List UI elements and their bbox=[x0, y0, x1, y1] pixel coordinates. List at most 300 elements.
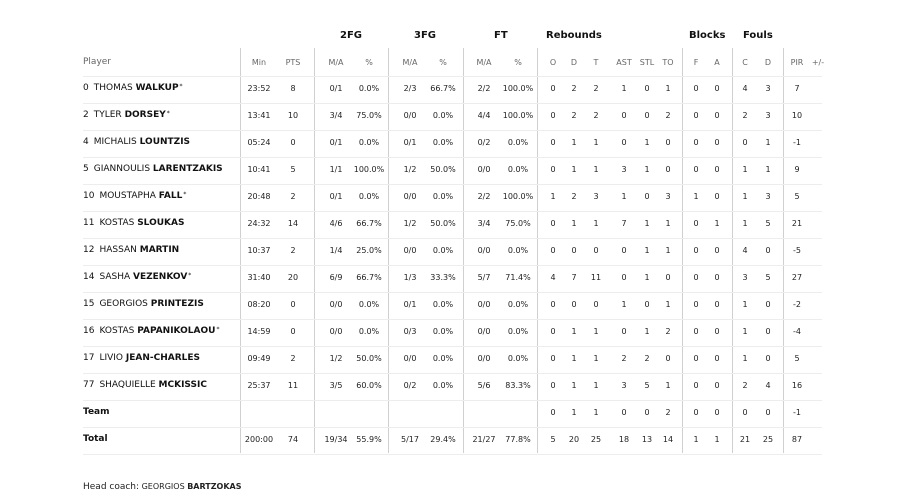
column-header-t: T bbox=[593, 58, 599, 67]
stat-fg2p: 50.0% bbox=[356, 354, 382, 363]
stat-stl: 1 bbox=[644, 138, 650, 147]
stat-fg2: 4/6 bbox=[329, 219, 343, 228]
player-first-name: SHAQUIELLE bbox=[99, 380, 156, 390]
stat-d: 2 bbox=[571, 84, 577, 93]
stat-fc: 4 bbox=[742, 84, 748, 93]
row-separator bbox=[83, 454, 822, 455]
stat-ast: 2 bbox=[621, 354, 627, 363]
stat-t: 1 bbox=[593, 327, 599, 336]
stat-ftp: 100.0% bbox=[502, 192, 534, 201]
player-number: 0 bbox=[83, 83, 89, 93]
stat-fd: 3 bbox=[765, 84, 771, 93]
stat-t: 0 bbox=[593, 246, 599, 255]
column-header-fc: C bbox=[742, 58, 748, 67]
starter-mark: * bbox=[179, 83, 183, 90]
player-first-name: THOMAS bbox=[93, 83, 133, 93]
stat-o: 0 bbox=[550, 84, 556, 93]
stat-pts: 11 bbox=[287, 381, 299, 390]
stat-ftp: 75.0% bbox=[505, 219, 531, 228]
stat-pir: -5 bbox=[793, 246, 801, 255]
player-name bbox=[83, 245, 179, 255]
row-separator bbox=[83, 292, 822, 293]
stat-ast: 7 bbox=[621, 219, 627, 228]
row-separator bbox=[83, 130, 822, 131]
column-header-min: Min bbox=[251, 58, 267, 67]
stat-bf: 0 bbox=[693, 165, 699, 174]
stat-fg3: 0/0 bbox=[403, 192, 417, 201]
stat-d: 1 bbox=[571, 381, 577, 390]
stat-d: 1 bbox=[571, 408, 577, 417]
stat-fg2p: 0.0% bbox=[358, 192, 380, 201]
player-first-name: MICHALIS bbox=[93, 137, 137, 147]
stat-t: 1 bbox=[593, 138, 599, 147]
stat-ast: 1 bbox=[621, 84, 627, 93]
stat-stl: 1 bbox=[644, 165, 650, 174]
player-first-name: GIANNOULIS bbox=[93, 164, 151, 174]
stat-ftp: 0.0% bbox=[507, 354, 529, 363]
stat-stl: 13 bbox=[641, 435, 653, 444]
stat-t: 11 bbox=[590, 273, 602, 282]
stat-fg2: 19/34 bbox=[324, 435, 348, 444]
stat-ftp: 0.0% bbox=[507, 246, 529, 255]
stat-stl: 5 bbox=[644, 381, 650, 390]
player-name bbox=[83, 299, 204, 309]
stat-to: 1 bbox=[665, 246, 671, 255]
stat-fg2p: 60.0% bbox=[356, 381, 382, 390]
stat-min: 31:40 bbox=[247, 273, 271, 282]
stat-fd: 0 bbox=[765, 246, 771, 255]
stat-stl: 1 bbox=[644, 327, 650, 336]
stat-ft: 3/4 bbox=[477, 219, 491, 228]
stat-ba: 0 bbox=[714, 165, 720, 174]
column-header-fg2p: % bbox=[365, 58, 373, 67]
player-last-name: LOUNTZIS bbox=[139, 137, 191, 147]
stat-ba: 0 bbox=[714, 354, 720, 363]
stat-t: 0 bbox=[593, 300, 599, 309]
stat-fd: 5 bbox=[765, 273, 771, 282]
stat-to: 2 bbox=[665, 408, 671, 417]
stat-stl: 0 bbox=[644, 84, 650, 93]
column-header-stl: STL bbox=[639, 58, 655, 67]
stat-pir: 7 bbox=[794, 84, 800, 93]
group-header-2fg: 2FG bbox=[340, 30, 362, 41]
stat-fd: 1 bbox=[765, 138, 771, 147]
stat-o: 0 bbox=[550, 381, 556, 390]
stat-to: 1 bbox=[665, 219, 671, 228]
row-separator bbox=[83, 184, 822, 185]
stat-fg2p: 100.0% bbox=[353, 165, 385, 174]
player-last-name: LARENTZAKIS bbox=[152, 164, 223, 174]
stat-ft: 5/6 bbox=[477, 381, 491, 390]
stat-fg2: 0/1 bbox=[329, 138, 343, 147]
stat-fc: 1 bbox=[742, 300, 748, 309]
stat-fg3p: 0.0% bbox=[432, 327, 454, 336]
stat-ba: 0 bbox=[714, 300, 720, 309]
player-last-name: MCKISSIC bbox=[158, 380, 207, 390]
stat-ft: 0/0 bbox=[477, 246, 491, 255]
player-name bbox=[83, 326, 219, 336]
stat-o: 0 bbox=[550, 111, 556, 120]
stat-fg3: 0/1 bbox=[403, 300, 417, 309]
stat-fc: 2 bbox=[742, 381, 748, 390]
stat-ba: 0 bbox=[714, 327, 720, 336]
stat-min: 10:41 bbox=[247, 165, 271, 174]
stat-pts: 0 bbox=[290, 300, 296, 309]
stat-fc: 1 bbox=[742, 219, 748, 228]
stat-fg2p: 66.7% bbox=[356, 219, 382, 228]
stat-ast: 0 bbox=[621, 138, 627, 147]
stat-ft: 0/2 bbox=[477, 138, 491, 147]
stat-ftp: 71.4% bbox=[505, 273, 531, 282]
head-coach bbox=[83, 482, 242, 492]
stat-fd: 0 bbox=[765, 354, 771, 363]
stat-fg3p: 0.0% bbox=[432, 192, 454, 201]
stat-pts: 10 bbox=[287, 111, 299, 120]
stat-stl: 0 bbox=[644, 192, 650, 201]
player-name bbox=[83, 218, 184, 228]
stat-to: 1 bbox=[665, 84, 671, 93]
stat-to: 0 bbox=[665, 165, 671, 174]
player-first-name: GEORGIOS bbox=[99, 299, 148, 309]
player-last-name: DORSEY bbox=[124, 110, 166, 120]
stat-fc: 1 bbox=[742, 354, 748, 363]
stat-ast: 0 bbox=[621, 111, 627, 120]
player-number: 10 bbox=[83, 191, 95, 201]
column-divider bbox=[314, 48, 315, 453]
player-number: 11 bbox=[83, 218, 95, 228]
stat-fc: 1 bbox=[742, 192, 748, 201]
group-header-ft: FT bbox=[494, 30, 508, 41]
stat-to: 2 bbox=[665, 111, 671, 120]
stat-ast: 0 bbox=[621, 408, 627, 417]
stat-fg3p: 0.0% bbox=[432, 111, 454, 120]
stat-ba: 0 bbox=[714, 111, 720, 120]
stat-fd: 0 bbox=[765, 327, 771, 336]
column-header-pir: PIR bbox=[790, 58, 804, 67]
stat-ast: 1 bbox=[621, 192, 627, 201]
starter-mark: * bbox=[183, 191, 187, 198]
row-separator bbox=[83, 238, 822, 239]
player-name bbox=[83, 191, 186, 201]
stat-ftp: 77.8% bbox=[505, 435, 531, 444]
stat-bf: 0 bbox=[693, 300, 699, 309]
stat-ast: 3 bbox=[621, 381, 627, 390]
stat-fg3: 0/2 bbox=[403, 381, 417, 390]
stat-fg2: 3/5 bbox=[329, 381, 343, 390]
stat-fc: 1 bbox=[742, 327, 748, 336]
stat-d: 20 bbox=[568, 435, 580, 444]
total-row-label: Total bbox=[83, 434, 108, 444]
stat-fg2: 6/9 bbox=[329, 273, 343, 282]
stat-ftp: 0.0% bbox=[507, 300, 529, 309]
stat-pts: 2 bbox=[290, 354, 296, 363]
stat-min: 200:00 bbox=[244, 435, 274, 444]
stat-bf: 0 bbox=[693, 381, 699, 390]
column-header-bf: F bbox=[693, 58, 699, 67]
stat-pts: 5 bbox=[290, 165, 296, 174]
stat-ba: 0 bbox=[714, 273, 720, 282]
stat-min: 23:52 bbox=[247, 84, 271, 93]
stat-fd: 3 bbox=[765, 111, 771, 120]
stat-t: 3 bbox=[593, 192, 599, 201]
player-name bbox=[83, 83, 183, 93]
stat-to: 3 bbox=[665, 192, 671, 201]
stat-fg3p: 33.3% bbox=[430, 273, 456, 282]
stat-ast: 0 bbox=[621, 273, 627, 282]
stat-bf: 1 bbox=[693, 435, 699, 444]
stat-bf: 0 bbox=[693, 246, 699, 255]
group-header-reb: Rebounds bbox=[546, 30, 602, 41]
column-header-fg3: M/A bbox=[402, 58, 418, 67]
stat-ft: 0/0 bbox=[477, 354, 491, 363]
stat-fg3p: 0.0% bbox=[432, 138, 454, 147]
stat-t: 2 bbox=[593, 84, 599, 93]
player-last-name: JEAN-CHARLES bbox=[125, 353, 201, 363]
stat-min: 10:37 bbox=[247, 246, 271, 255]
starter-mark: * bbox=[166, 110, 170, 117]
stat-fg3: 0/0 bbox=[403, 354, 417, 363]
stat-fg2: 0/1 bbox=[329, 192, 343, 201]
column-header-pm: +/- bbox=[811, 58, 825, 67]
head-coach-first-name: GEORGIOS bbox=[141, 482, 185, 491]
column-header-fd: D bbox=[764, 58, 772, 67]
player-last-name: FALL bbox=[158, 191, 183, 201]
stat-pir: 21 bbox=[791, 219, 803, 228]
stat-pts: 2 bbox=[290, 246, 296, 255]
row-separator bbox=[83, 265, 822, 266]
stat-to: 1 bbox=[665, 300, 671, 309]
stat-fd: 5 bbox=[765, 219, 771, 228]
stat-fd: 0 bbox=[765, 300, 771, 309]
row-separator bbox=[83, 103, 822, 104]
stat-bf: 0 bbox=[693, 138, 699, 147]
stat-o: 0 bbox=[550, 219, 556, 228]
player-first-name: TYLER bbox=[93, 110, 122, 120]
stat-ast: 3 bbox=[621, 165, 627, 174]
stat-o: 0 bbox=[550, 354, 556, 363]
stat-fg3p: 50.0% bbox=[430, 219, 456, 228]
stat-fg2p: 25.0% bbox=[356, 246, 382, 255]
player-number: 77 bbox=[83, 380, 95, 390]
column-header-o: O bbox=[549, 58, 557, 67]
stat-stl: 2 bbox=[644, 354, 650, 363]
stat-t: 2 bbox=[593, 111, 599, 120]
stat-ba: 1 bbox=[714, 435, 720, 444]
stat-to: 2 bbox=[665, 327, 671, 336]
player-first-name: SASHA bbox=[99, 272, 131, 282]
player-number: 14 bbox=[83, 272, 95, 282]
stat-fg3p: 29.4% bbox=[430, 435, 456, 444]
starter-mark: * bbox=[188, 272, 192, 279]
stat-bf: 0 bbox=[693, 84, 699, 93]
stat-fg3: 0/3 bbox=[403, 327, 417, 336]
stat-stl: 1 bbox=[644, 246, 650, 255]
stat-fg2p: 66.7% bbox=[356, 273, 382, 282]
stat-min: 24:32 bbox=[247, 219, 271, 228]
stat-ft: 0/0 bbox=[477, 300, 491, 309]
group-header-fouls: Fouls bbox=[743, 30, 773, 41]
stat-pir: 87 bbox=[791, 435, 803, 444]
column-header-d: D bbox=[570, 58, 578, 67]
stat-fg2p: 0.0% bbox=[358, 300, 380, 309]
stat-fg3p: 0.0% bbox=[432, 300, 454, 309]
stat-pir: 10 bbox=[791, 111, 803, 120]
stat-ba: 1 bbox=[714, 219, 720, 228]
stat-ba: 0 bbox=[714, 138, 720, 147]
stat-o: 5 bbox=[550, 435, 556, 444]
stat-fg3p: 0.0% bbox=[432, 354, 454, 363]
player-first-name: MOUSTAPHA bbox=[99, 191, 156, 201]
stat-fg2p: 55.9% bbox=[356, 435, 382, 444]
stat-stl: 0 bbox=[644, 111, 650, 120]
column-header-ba: A bbox=[714, 58, 720, 67]
stat-t: 25 bbox=[590, 435, 602, 444]
stat-fd: 1 bbox=[765, 165, 771, 174]
stat-fg2: 1/4 bbox=[329, 246, 343, 255]
column-header-ast: AST bbox=[616, 58, 632, 67]
stat-stl: 1 bbox=[644, 273, 650, 282]
player-name bbox=[83, 272, 191, 282]
stat-pir: -4 bbox=[793, 327, 801, 336]
column-header-player: Player bbox=[83, 57, 112, 67]
stat-o: 4 bbox=[550, 273, 556, 282]
stat-fd: 4 bbox=[765, 381, 771, 390]
row-separator bbox=[83, 400, 822, 401]
stat-fd: 25 bbox=[762, 435, 774, 444]
stat-ft: 0/0 bbox=[477, 327, 491, 336]
stat-ba: 0 bbox=[714, 192, 720, 201]
stat-fd: 0 bbox=[765, 408, 771, 417]
stat-t: 1 bbox=[593, 219, 599, 228]
column-divider bbox=[463, 48, 464, 453]
stat-fg3: 2/3 bbox=[403, 84, 417, 93]
stat-d: 1 bbox=[571, 165, 577, 174]
stat-d: 0 bbox=[571, 300, 577, 309]
stat-ftp: 100.0% bbox=[502, 84, 534, 93]
stat-fg3: 5/17 bbox=[401, 435, 419, 444]
stat-o: 1 bbox=[550, 192, 556, 201]
stat-to: 1 bbox=[665, 381, 671, 390]
stat-pts: 8 bbox=[290, 84, 296, 93]
stat-bf: 0 bbox=[693, 408, 699, 417]
stat-min: 25:37 bbox=[247, 381, 271, 390]
player-first-name: KOSTAS bbox=[99, 326, 135, 336]
stat-bf: 0 bbox=[693, 327, 699, 336]
stat-ftp: 100.0% bbox=[502, 111, 534, 120]
row-separator bbox=[83, 211, 822, 212]
stat-d: 7 bbox=[571, 273, 577, 282]
player-number: 5 bbox=[83, 164, 89, 174]
player-number: 2 bbox=[83, 110, 89, 120]
stat-fg2: 3/4 bbox=[329, 111, 343, 120]
group-header-3fg: 3FG bbox=[414, 30, 436, 41]
team-row-label: Team bbox=[83, 407, 110, 417]
player-name bbox=[83, 110, 170, 120]
stat-pir: 5 bbox=[794, 354, 800, 363]
stat-pir: -1 bbox=[793, 408, 801, 417]
stat-bf: 1 bbox=[693, 192, 699, 201]
stat-ftp: 0.0% bbox=[507, 165, 529, 174]
stat-fc: 0 bbox=[742, 138, 748, 147]
column-header-ft: M/A bbox=[476, 58, 492, 67]
row-separator bbox=[83, 373, 822, 374]
stat-bf: 0 bbox=[693, 354, 699, 363]
stat-pir: 16 bbox=[791, 381, 803, 390]
stat-fg2: 1/1 bbox=[329, 165, 343, 174]
stat-o: 0 bbox=[550, 246, 556, 255]
stat-fc: 0 bbox=[742, 408, 748, 417]
stat-fg2: 0/0 bbox=[329, 327, 343, 336]
stat-pir: 9 bbox=[794, 165, 800, 174]
stat-d: 1 bbox=[571, 354, 577, 363]
stat-fg2: 1/2 bbox=[329, 354, 343, 363]
player-name bbox=[83, 137, 190, 147]
stat-min: 09:49 bbox=[247, 354, 271, 363]
stat-fc: 4 bbox=[742, 246, 748, 255]
group-header-blk: Blocks bbox=[689, 30, 726, 41]
column-header-fg2: M/A bbox=[328, 58, 344, 67]
stat-to: 14 bbox=[662, 435, 674, 444]
stat-fg3p: 50.0% bbox=[430, 165, 456, 174]
row-separator bbox=[83, 157, 822, 158]
stat-ftp: 0.0% bbox=[507, 327, 529, 336]
stat-fg3: 1/3 bbox=[403, 273, 417, 282]
column-divider bbox=[388, 48, 389, 453]
stat-ft: 0/0 bbox=[477, 165, 491, 174]
player-first-name: KOSTAS bbox=[99, 218, 135, 228]
stat-stl: 1 bbox=[644, 219, 650, 228]
stat-fg2p: 0.0% bbox=[358, 138, 380, 147]
stat-pir: 27 bbox=[791, 273, 803, 282]
row-separator bbox=[83, 427, 822, 428]
row-separator bbox=[83, 319, 822, 320]
stat-min: 14:59 bbox=[247, 327, 271, 336]
stat-ast: 0 bbox=[621, 246, 627, 255]
stat-fg3: 0/1 bbox=[403, 138, 417, 147]
stat-pir: -1 bbox=[793, 138, 801, 147]
stat-fg2p: 0.0% bbox=[358, 327, 380, 336]
row-separator bbox=[83, 346, 822, 347]
stat-stl: 0 bbox=[644, 408, 650, 417]
stat-pts: 0 bbox=[290, 327, 296, 336]
stat-fg2p: 75.0% bbox=[356, 111, 382, 120]
player-number: 16 bbox=[83, 326, 95, 336]
column-header-ftp: % bbox=[514, 58, 522, 67]
stat-o: 0 bbox=[550, 138, 556, 147]
stat-ast: 18 bbox=[618, 435, 630, 444]
head-coach-label: Head coach: bbox=[83, 482, 140, 492]
stat-min: 05:24 bbox=[247, 138, 271, 147]
stat-t: 1 bbox=[593, 354, 599, 363]
stat-ft: 2/2 bbox=[477, 84, 491, 93]
player-first-name: LIVIO bbox=[99, 353, 124, 363]
stat-ba: 0 bbox=[714, 381, 720, 390]
head-coach-last-name: BARTZOKAS bbox=[187, 482, 242, 491]
player-number: 12 bbox=[83, 245, 95, 255]
stat-stl: 0 bbox=[644, 300, 650, 309]
stat-bf: 0 bbox=[693, 273, 699, 282]
stat-pts: 74 bbox=[287, 435, 299, 444]
stat-ft: 4/4 bbox=[477, 111, 491, 120]
stat-d: 1 bbox=[571, 138, 577, 147]
stat-bf: 0 bbox=[693, 111, 699, 120]
starter-mark: * bbox=[216, 326, 220, 333]
stat-pts: 20 bbox=[287, 273, 299, 282]
stat-ft: 21/27 bbox=[472, 435, 496, 444]
player-last-name: SLOUKAS bbox=[137, 218, 185, 228]
player-number: 17 bbox=[83, 353, 95, 363]
player-name bbox=[83, 353, 200, 363]
